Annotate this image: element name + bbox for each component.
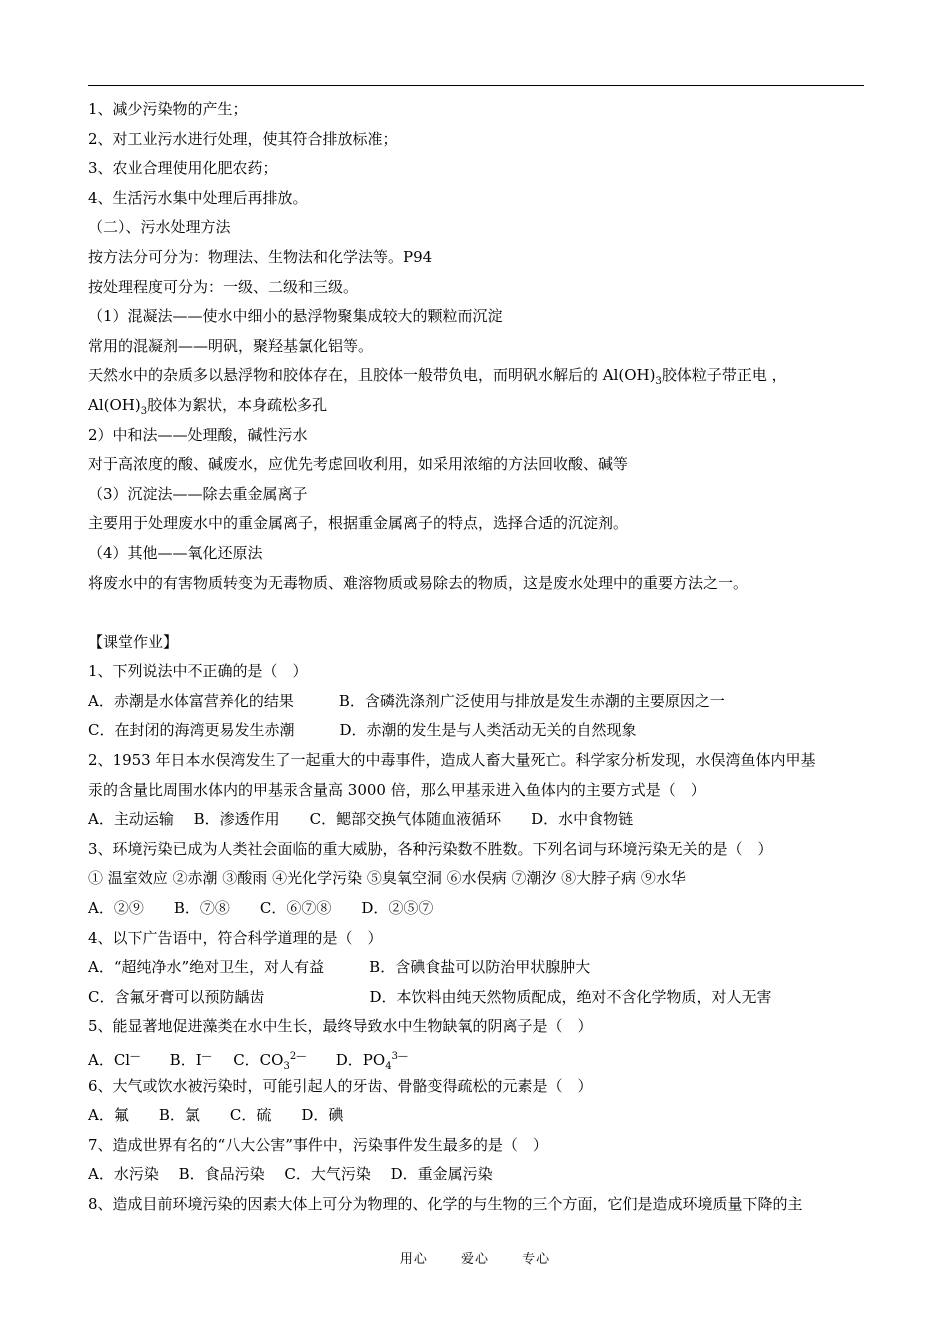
footer-text: 爱心 [460, 1252, 489, 1267]
text-line: 4、生活污水集中处理后再排放。 [88, 188, 308, 207]
blank-line [88, 598, 878, 628]
question-line: 4、以下广告语中，符合科学道理的是（ ） [88, 928, 383, 947]
footer-text: 专心 [522, 1252, 551, 1267]
text-line: 3、农业合理使用化肥农药； [88, 159, 278, 178]
text-line: 对于高浓度的酸、碱废水，应优先考虑回收利用，如采用浓缩的方法回收酸、碱等 [88, 455, 629, 474]
answer-options: A．水污染 B．食品污染 C．大气污染 D．重金属污染 [88, 1165, 493, 1184]
method-heading: 2）中和法——处理酸，碱性污水 [88, 425, 308, 444]
text-line: 按方法分可分为：物理法、生物法和化学法等。P94 [88, 247, 433, 266]
text-line: 2、对工业污水进行处理，使其符合排放标准； [88, 129, 398, 148]
method-heading: （1）混凝法——使水中细小的悬浮物聚集成较大的颗粒而沉淀 [88, 307, 503, 326]
answer-options: C．含氟牙膏可以预防龋齿 D．本饮料由纯天然物质配成，绝对不含化学物质，对人无害 [88, 987, 772, 1006]
method-heading: （3）沉淀法——除去重金属离子 [88, 484, 308, 503]
text-line: 1、减少污染物的产生； [88, 100, 248, 118]
section-title: 【课堂作业】 [88, 632, 179, 651]
question-line: 3、环境污染已成为人类社会面临的重大威胁，各种污染数不胜数。下列名词与环境污染无关的是（ ） [88, 839, 773, 858]
answer-options-ions: A．Cl— B．I— C．$CO_3^{2—}$ D．$PO_4^{3—}$ [88, 1051, 408, 1072]
text-line: 将废水中的有害物质转变为无毒物质、难溶物质或易除去的物质，这是废水处理中的重要方法之一。 [88, 573, 749, 592]
answer-options: A．“超纯净水”绝对卫生，对人有益 B．含碘食盐可以防治甲状腺肿大 [88, 958, 591, 977]
header-rule [88, 85, 864, 86]
answer-options: A．赤潮是水体富营养化的结果 B．含磷洗涤剂广泛使用与排放是发生赤潮的主要原因之一 [88, 691, 725, 710]
subsection-heading: （二）、污水处理方法 [88, 218, 231, 237]
page-footer [0, 1248, 950, 1267]
question-line: 1、下列说法中不正确的是（ ） [88, 662, 308, 681]
colloid-text-line: 天然水中的杂质多以悬浮物和胶体存在，且胶体一般带负电，而明矾水解后的 $Al(OH)_3$胶体粒子带正电 ， [88, 366, 787, 388]
footer-text: 用心 [399, 1252, 428, 1267]
document-body [88, 95, 878, 1220]
question-line: 7、造成世界有名的“八大公害”事件中，污染事件发生最多的是（ ） [88, 1135, 548, 1154]
text-line: 常用的混凝剂——明矾，聚羟基氯化铝等。 [88, 336, 374, 355]
question-line: ① 温室效应 ②赤潮 ③酸雨 ④光化学污染 ⑤臭氧空洞 ⑥水俣病 ⑦潮汐 ⑧大脖子病 ⑨水华 [88, 869, 686, 888]
text-line: 主要用于处理废水中的重金属离子，根据重金属离子的特点，选择合适的沉淀剂。 [88, 514, 629, 533]
method-heading: （4）其他——氧化还原法 [88, 543, 263, 562]
answer-options: A．②⑨ B．⑦⑧ C．⑥⑦⑧ D．②⑤⑦ [88, 899, 434, 918]
answer-options: A．主动运输 B．渗透作用 C．鳃部交换气体随血液循环 D．水中食物链 [88, 810, 634, 829]
answer-options: C．在封闭的海湾更易发生赤潮 D．赤潮的发生是与人类活动无关的自然现象 [88, 721, 637, 740]
colloid-text-line-2: $Al(OH)_3$胶体为絮状，本身疏松多孔 [88, 395, 328, 417]
question-line: 2、1953 年日本水俣湾发生了一起重大的中毒事件，造成人畜大量死亡。科学家分析发现，水俣湾鱼体内甲基 [88, 751, 816, 770]
question-line: 8、造成目前环境污染的因素大体上可分为物理的、化学的与生物的三个方面，它们是造成环境质量下降的主 [88, 1194, 803, 1213]
question-line: 汞的含量比周围水体内的甲基汞含量高 3000 倍，那么甲基汞进入鱼体内的主要方式是（ ） [88, 780, 706, 799]
question-line: 5、能显著地促进藻类在水中生长，最终导致水中生物缺氧的阴离子是（ ） [88, 1017, 593, 1036]
text-line: 按处理程度可分为：一级、二级和三级。 [88, 277, 359, 296]
answer-options: A．氟 B．氯 C．硫 D．碘 [88, 1106, 344, 1125]
question-line: 6、大气或饮水被污染时，可能引起人的牙齿、骨骼变得疏松的元素是（ ） [88, 1076, 593, 1095]
